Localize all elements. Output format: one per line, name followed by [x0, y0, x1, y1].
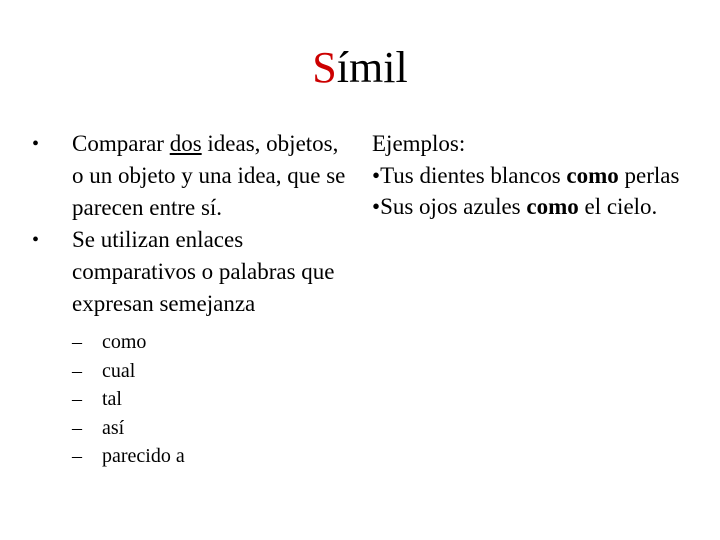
example-keyword: como — [566, 162, 619, 188]
dash-icon: – — [72, 416, 82, 439]
right-column — [372, 128, 692, 223]
sub-item-label: cual — [102, 359, 136, 382]
example-text-before: Sus ojos azules — [380, 194, 527, 219]
bullet-underlined-word: dos — [169, 131, 202, 156]
example-item-ojos: •Sus ojos azules como el cielo. — [372, 194, 658, 219]
sub-item-label: así — [102, 416, 125, 439]
dash-icon: – — [72, 445, 82, 467]
example-keyword: como — [526, 194, 579, 219]
bullet-item-comparar — [30, 128, 350, 224]
sub-item-label: como — [102, 331, 147, 353]
bullet-text: Se utilizan enlaces comparativos o palabras que expresan semejanza — [72, 227, 335, 316]
sub-item-parecido-a — [30, 442, 350, 471]
example-text-before: Tus dientes blancos — [380, 162, 567, 188]
example-item-dientes: •Tus dientes blancos como perlas — [372, 162, 680, 188]
bullet-text-suffix: ideas, objetos, o un objeto y una idea, que se parecen entre sí. — [72, 131, 346, 220]
sub-item-tal — [30, 385, 350, 414]
bullet-text-prefix: Comparar — [72, 131, 170, 156]
dash-icon: – — [72, 359, 82, 382]
examples-heading: Ejemplos: — [372, 131, 466, 156]
sub-item-como — [30, 328, 350, 357]
title-rest: ímil — [336, 43, 408, 92]
bullet-item-enlaces — [30, 224, 350, 320]
dash-icon: – — [72, 388, 82, 410]
bullet-dot-icon: • — [32, 229, 40, 251]
example-text-after: el cielo. — [578, 194, 658, 219]
sub-item-label: tal — [102, 388, 122, 410]
bullet-dot-icon: • — [32, 133, 40, 155]
example-text-after: perlas — [618, 162, 680, 188]
sub-item-asi — [30, 414, 350, 443]
dash-icon: – — [72, 331, 82, 353]
title-first-letter: S — [312, 43, 337, 92]
sub-item-cual — [30, 357, 350, 386]
left-column — [30, 128, 350, 471]
sub-item-label: parecido a — [102, 445, 185, 467]
slide-title — [0, 42, 720, 94]
comparative-words-list — [30, 328, 350, 471]
